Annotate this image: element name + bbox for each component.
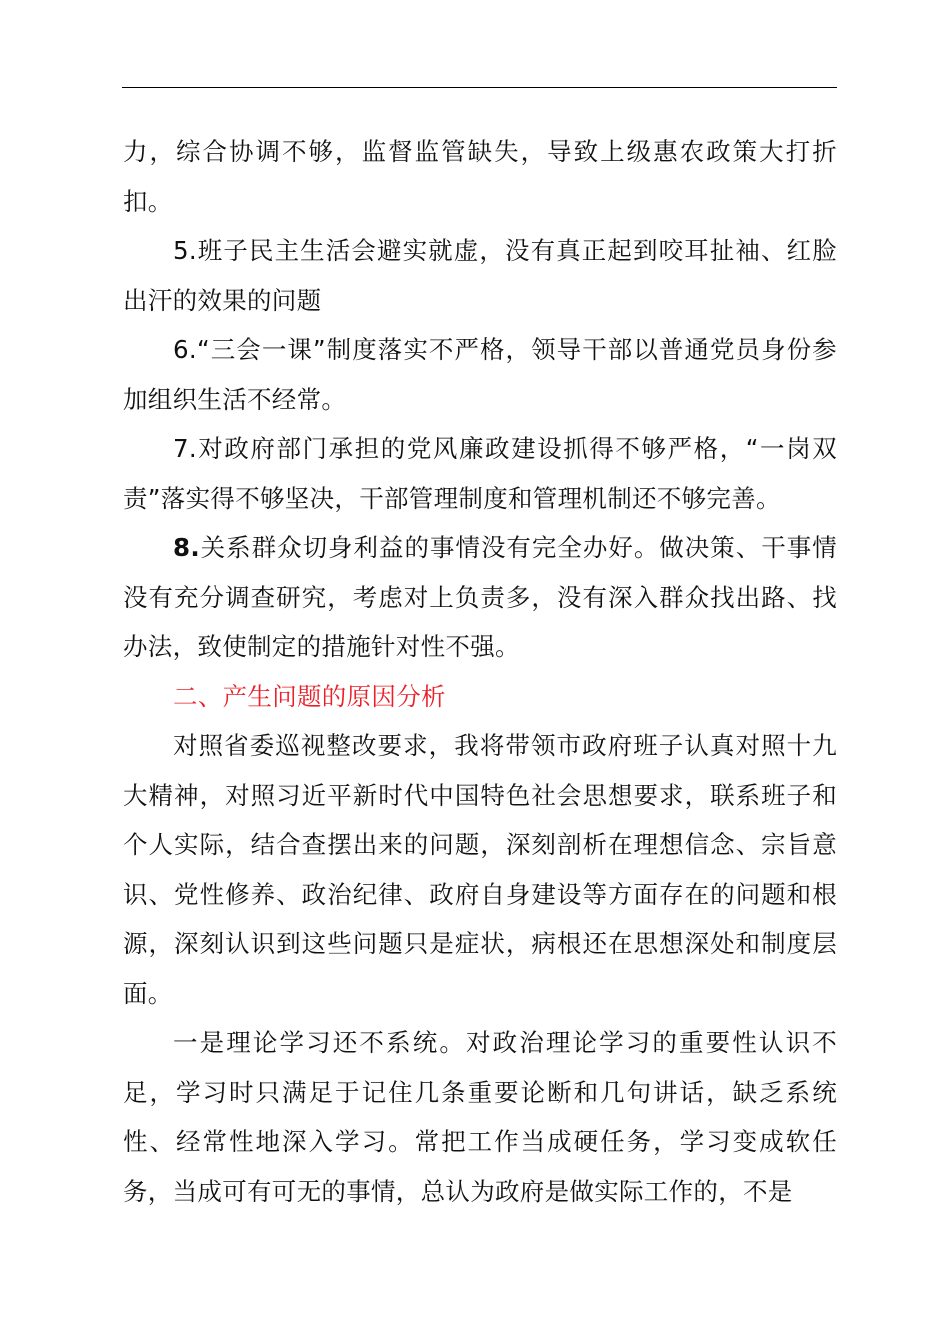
paragraph-continuation: 力，综合协调不够，监督监管缺失，导致上级惠农政策大打折扣。 [123, 137, 837, 216]
paragraph-item-5: 5.班子民主生活会避实就虚，没有真正起到咬耳扯袖、红脸出汗的效果的问题 [123, 236, 837, 315]
paragraph-item-7: 7.对政府部门承担的党风廉政建设抓得不够严格，“一岗双责”落实得不够坚决，干部管理制度和管理机制还不够完善。 [123, 434, 837, 513]
item-8-number: 8. [173, 533, 200, 562]
theory-paragraph: 一是理论学习还不系统。对政治理论学习的重要性认识不足，学习时只满足于记住几条重要论断和几句讲话，缺乏系统性、经常性地深入学习。常把工作当成硬任务，学习变成软任务，当成可有可无的事情，总认为政府是做实际工作的，不是 [123, 1028, 837, 1206]
section-heading: 二、产生问题的原因分析 [173, 681, 446, 711]
header-rule [122, 87, 837, 88]
paragraph-item-6: 6.“三会一课”制度落实不严格，领导干部以普通党员身份参加组织生活不经常。 [123, 335, 837, 414]
document-body [123, 127, 837, 1216]
paragraph-item-8 [123, 523, 837, 672]
item-8-text: 关系群众切身利益的事情没有完全办好。做决策、干事情没有充分调查研究，考虑对上负责多，没有深入群众找出路、找办法，致使制定的措施针对性不强。 [123, 533, 837, 661]
analysis-paragraph: 对照省委巡视整改要求，我将带领市政府班子认真对照十九大精神，对照习近平新时代中国特色社会思想要求，联系班子和个人实际，结合查摆出来的问题，深刻剖析在理想信念、宗旨意识、党性修养、政治纪律、政府自身建设等方面存在的问题和根源，深刻认识到这些问题只是症状，病根还在思想深处和制度层面。 [123, 731, 837, 1008]
